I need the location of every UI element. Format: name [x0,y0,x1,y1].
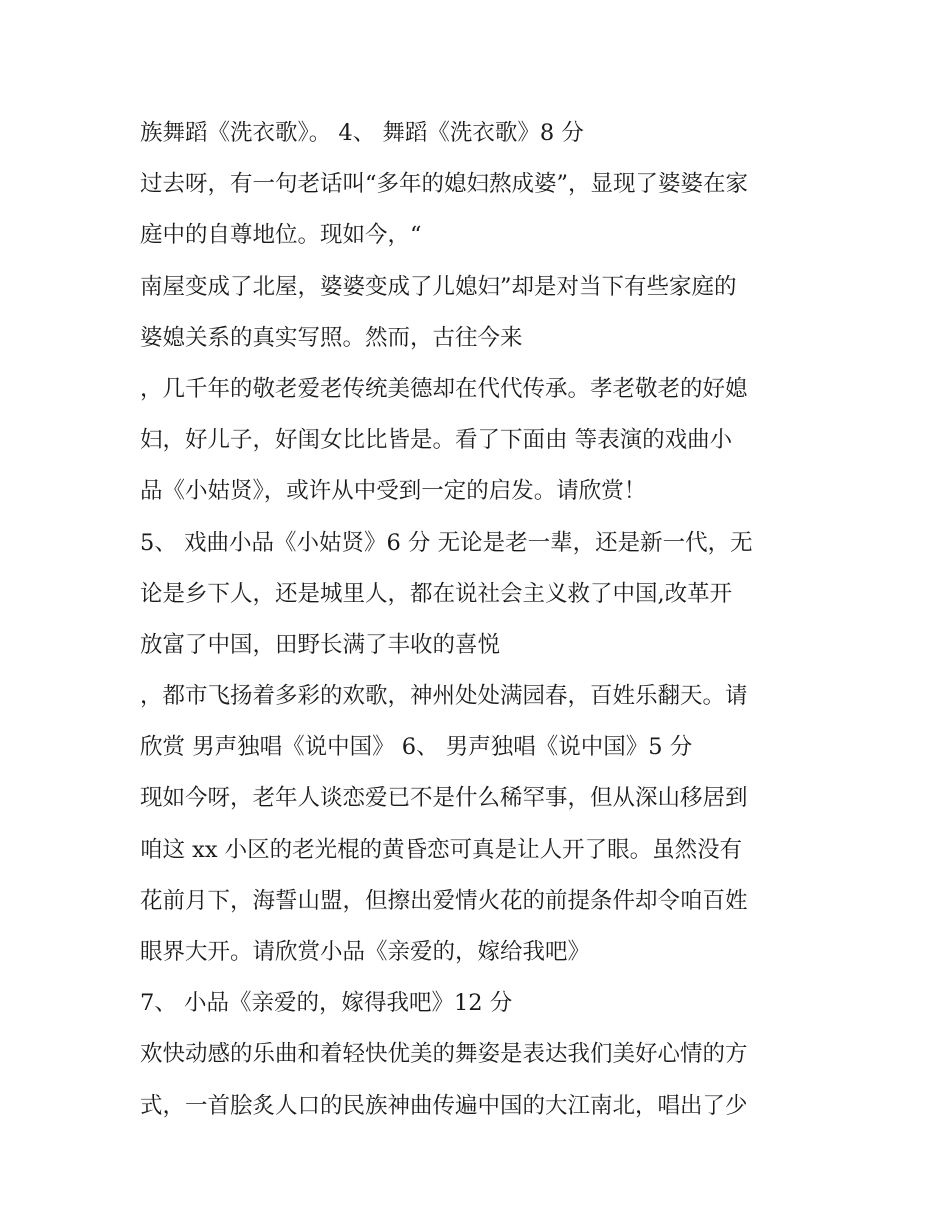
text-line-9: 5、 戏曲小品《小姑贤》6 分 无论是老一辈，还是新一代，无 [140,529,753,556]
text-line-17: 眼界大开。请欣赏小品《亲爱的，嫁给我吧》 [140,939,591,965]
text-line-19: 欢快动感的乐曲和着轻快优美的舞姿是表达我们美好心情的方 [140,1041,748,1068]
text-line-6: ，几千年的敬老爱老传统美德却在代代传承。孝老敬老的好媳 [140,375,748,402]
document-body [140,108,820,1132]
text-line-1: 族舞蹈《洗衣歌》。 4、 舞蹈《洗衣歌》8 分 [140,120,584,146]
text-line-4: 南屋变成了北屋，婆婆变成了儿媳妇”却是对当下有些家庭的 [140,273,737,300]
text-line-13: 欣赏 男声独唱《说中国》 6、 男声独唱《说中国》5 分 [140,734,693,761]
text-line-20: 式，一首脍炙人口的民族神曲传遍中国的大江南北，唱出了少 [140,1092,748,1119]
text-line-14: 现如今呀，老年人谈恋爱已不是什么稀罕事，但从深山移居到 [140,785,748,812]
text-line-11: 放富了中国，田野长满了丰收的喜悦 [140,631,501,658]
text-line-3: 庭中的自尊地位。现如今，“ [140,222,422,249]
text-line-2: 过去呀，有一句老话叫“多年的媳妇熬成婆”，显现了婆婆在家 [140,171,749,198]
text-line-7: 妇，好儿子，好闺女比比皆是。看了下面由 等表演的戏曲小 [140,427,733,454]
text-line-5: 婆媳关系的真实写照。然而，古往今来 [140,324,523,351]
text-line-16: 花前月下，海誓山盟，但擦出爱情火花的前提条件却令咱百姓 [140,887,748,914]
text-line-10: 论是乡下人，还是城里人，都在说社会主义救了中国,改革开 [140,580,733,607]
text-line-18: 7、 小品《亲爱的，嫁得我吧》12 分 [140,990,513,1017]
text-line-15: 咱这 xx 小区的老光棍的黄昏恋可真是让人开了眼。虽然没有 [140,836,743,863]
text-line-12: ，都市飞扬着多彩的欢歌，神州处处满园春，百姓乐翻天。请 [140,683,748,710]
text-line-8: 品《小姑贤》，或许从中受到一定的启发。请欣赏！ [140,478,647,505]
